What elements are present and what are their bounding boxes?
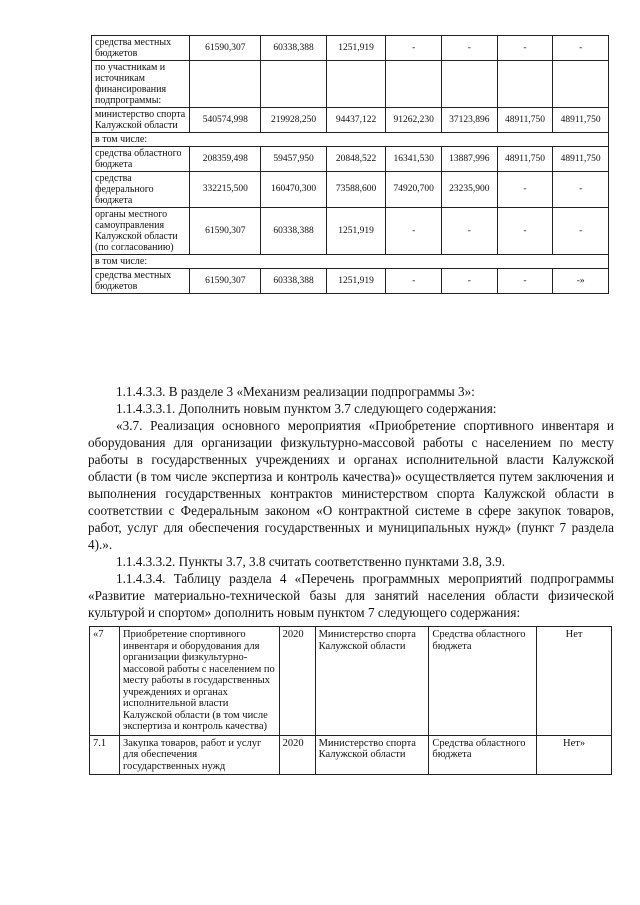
cell-name: Закупка товаров, работ и услуг для обеспечения государственных нужд bbox=[119, 735, 279, 775]
table-cell: 91262,230 bbox=[386, 108, 442, 133]
table-cell: - bbox=[386, 208, 442, 255]
table-cell: 61590,307 bbox=[190, 269, 261, 294]
row-label: в том числе: bbox=[92, 255, 609, 269]
table-cell: 1251,919 bbox=[326, 269, 386, 294]
table-cell: 59457,950 bbox=[261, 147, 326, 172]
table-cell: - bbox=[497, 172, 553, 208]
table-cell: 61590,307 bbox=[190, 208, 261, 255]
cell-source: Средства областного бюджета bbox=[429, 735, 537, 775]
cell-year: 2020 bbox=[279, 735, 315, 775]
table-cell: - bbox=[497, 36, 553, 61]
table-cell bbox=[553, 61, 609, 108]
table-row bbox=[92, 108, 609, 133]
table-row bbox=[92, 172, 609, 208]
table-cell bbox=[442, 61, 498, 108]
table-cell: - bbox=[442, 208, 498, 255]
cell-num: «7 bbox=[90, 627, 120, 736]
table-cell: 73588,600 bbox=[326, 172, 386, 208]
table-cell: 219928,250 bbox=[261, 108, 326, 133]
table-row bbox=[92, 269, 609, 294]
amendment-text bbox=[88, 383, 614, 621]
table-cell: 48911,750 bbox=[497, 108, 553, 133]
budget-table bbox=[91, 35, 609, 294]
table-cell: 48911,750 bbox=[497, 147, 553, 172]
row-label: министерство спорта Калужской области bbox=[92, 108, 190, 133]
table-cell: - bbox=[442, 269, 498, 294]
table-row bbox=[90, 735, 612, 775]
table-cell: - bbox=[386, 269, 442, 294]
row-label: средства областного бюджета bbox=[92, 147, 190, 172]
table-row bbox=[92, 61, 609, 108]
table-cell: 1251,919 bbox=[326, 208, 386, 255]
table-cell bbox=[386, 61, 442, 108]
cell-executor: Министерство спорта Калужской области bbox=[315, 735, 429, 775]
table-cell: 160470,300 bbox=[261, 172, 326, 208]
table-cell: 61590,307 bbox=[190, 36, 261, 61]
table-cell: 48911,750 bbox=[553, 108, 609, 133]
cell-year: 2020 bbox=[279, 627, 315, 736]
table-cell: 37123,896 bbox=[442, 108, 498, 133]
table-cell: 94437,122 bbox=[326, 108, 386, 133]
table-cell: 23235,900 bbox=[442, 172, 498, 208]
row-label: по участникам и источникам финансирования подпрограммы: bbox=[92, 61, 190, 108]
table-cell: 13887,996 bbox=[442, 147, 498, 172]
row-label: в том числе: bbox=[92, 133, 609, 147]
table-cell: - bbox=[553, 36, 609, 61]
table-cell: - bbox=[553, 208, 609, 255]
table-cell: 332215,500 bbox=[190, 172, 261, 208]
cell-executor: Министерство спорта Калужской области bbox=[315, 627, 429, 736]
table-cell: 48911,750 bbox=[553, 147, 609, 172]
table-cell bbox=[190, 61, 261, 108]
table-cell bbox=[261, 61, 326, 108]
table-cell: 16341,530 bbox=[386, 147, 442, 172]
table-cell: 1251,919 bbox=[326, 36, 386, 61]
table-row bbox=[92, 255, 609, 269]
table-row bbox=[90, 627, 612, 736]
table-cell: - bbox=[497, 269, 553, 294]
table-row bbox=[92, 133, 609, 147]
table-cell: 74920,700 bbox=[386, 172, 442, 208]
table-cell: - bbox=[442, 36, 498, 61]
paragraph: 1.1.4.3.3.2. Пункты 3.7, 3.8 считать соответственно пунктами 3.8, 3.9. bbox=[116, 554, 506, 569]
paragraph: 1.1.4.3.4. Таблицу раздела 4 «Перечень программных мероприятий подпрограммы «Развитие материально-технической базы для занятий населения области физической культурой и спортом» дополнить новым пунктом 7 следующего содержания: bbox=[88, 571, 614, 620]
paragraph: «3.7. Реализация основного мероприятия «Приобретение спортивного инвентаря и оборудования для организации физкультурно-массовой работы с населением по месту работы в государственных учреждениях и органах исполнительной власти Калужской области (в том числе экспертиза и контроль качества)» осуществляется путем заключения и выполнения государственных контрактов министерством спорта Калужской области в соответствии с Федеральным законом «О контрактной системе в сфере закупок товаров, работ, услуг для обеспечения государственных и муниципальных нужд» (пункт 7 раздела 4).». bbox=[88, 418, 614, 552]
table-cell bbox=[497, 61, 553, 108]
table-cell: 60338,388 bbox=[261, 269, 326, 294]
row-label: средства местных бюджетов bbox=[92, 269, 190, 294]
table-cell: - bbox=[386, 36, 442, 61]
row-label: органы местного самоуправления Калужской области (по согласованию) bbox=[92, 208, 190, 255]
row-label: средства местных бюджетов bbox=[92, 36, 190, 61]
measures-table bbox=[89, 626, 612, 775]
paragraph: 1.1.4.3.3. В разделе 3 «Механизм реализации подпрограммы 3»: bbox=[116, 384, 475, 399]
table-cell: -» bbox=[553, 269, 609, 294]
paragraph: 1.1.4.3.3.1. Дополнить новым пунктом 3.7 следующего содержания: bbox=[116, 401, 497, 416]
table-cell: 208359,498 bbox=[190, 147, 261, 172]
table-row bbox=[92, 208, 609, 255]
table-cell: - bbox=[497, 208, 553, 255]
table-cell bbox=[326, 61, 386, 108]
cell-name: Приобретение спортивного инвентаря и оборудования для организации физкультурно-массовой работы с населением по месту работы в государственных учреждениях и органах исполнительной власти Калужской области (в том числе экспертиза и контроль качества) bbox=[119, 627, 279, 736]
cell-num: 7.1 bbox=[90, 735, 120, 775]
table-cell: 540574,998 bbox=[190, 108, 261, 133]
table-cell: 20848,522 bbox=[326, 147, 386, 172]
cell-value: Нет» bbox=[537, 735, 612, 775]
cell-source: Средства областного бюджета bbox=[429, 627, 537, 736]
cell-value: Нет bbox=[537, 627, 612, 736]
row-label: средства федерального бюджета bbox=[92, 172, 190, 208]
table-cell: 60338,388 bbox=[261, 208, 326, 255]
table-row bbox=[92, 36, 609, 61]
table-cell: 60338,388 bbox=[261, 36, 326, 61]
table-cell: - bbox=[553, 172, 609, 208]
table-row bbox=[92, 147, 609, 172]
